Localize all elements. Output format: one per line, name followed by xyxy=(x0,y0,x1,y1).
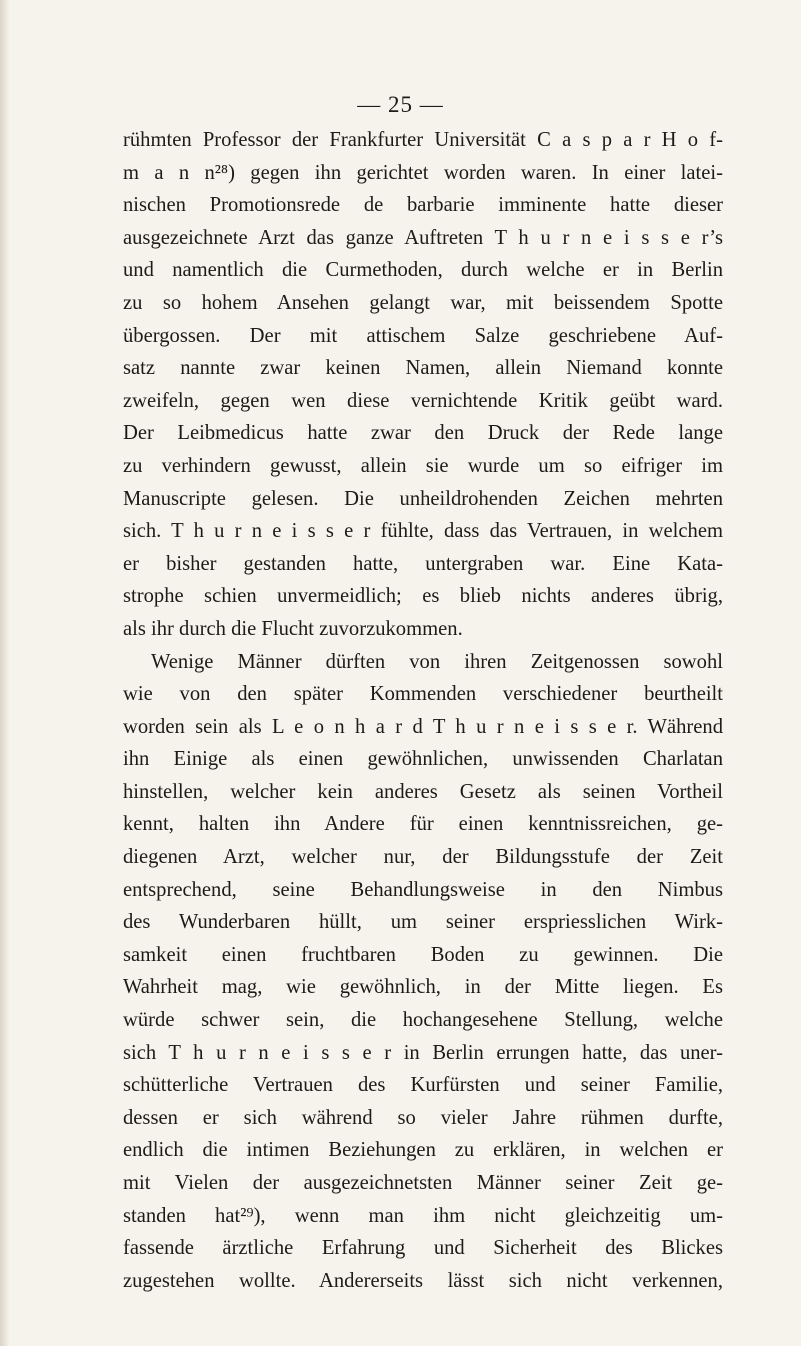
page-number: — 25 — xyxy=(357,92,444,117)
text-line-paragraph-start: Wenige Männer dürften von ihren Zeitgenossen sowohl xyxy=(151,650,723,673)
text-line: übergossen. Der mit attischem Salze geschriebene Auf- xyxy=(123,324,723,347)
text-line: fassende ärztliche Erfahrung und Sicherheit des Blickes xyxy=(123,1237,723,1260)
text-line: standen hat²⁹), wenn man ihm nicht gleichzeitig um- xyxy=(123,1204,723,1227)
text-line-paragraph-end: als ihr durch die Flucht zuvorzukommen. xyxy=(123,617,463,640)
text-line: worden sein als L e o n h a r d T h u r n e i s s e r. Während xyxy=(123,715,723,738)
text-line: kennt, halten ihn Andere für einen kenntnissreichen, ge- xyxy=(123,813,723,836)
text-line: Der Leibmedicus hatte zwar den Druck der Rede lange xyxy=(123,422,723,445)
text-line: entsprechend, seine Behandlungsweise in den Nimbus xyxy=(123,878,723,901)
text-line: zugestehen wollte. Andererseits lässt sich nicht verkennen, xyxy=(123,1269,723,1292)
text-line: zweifeln, gegen wen diese vernichtende Kritik geübt ward. xyxy=(123,389,723,412)
text-line: würde schwer sein, die hochangesehene Stellung, welche xyxy=(123,1009,723,1032)
text-line: m a n n²⁸) gegen ihn gerichtet worden waren. In einer latei- xyxy=(123,161,723,184)
text-line: schütterliche Vertrauen des Kurfürsten und seiner Familie, xyxy=(123,1074,723,1097)
text-line: und namentlich die Curmethoden, durch welche er in Berlin xyxy=(123,259,723,282)
text-line: er bisher gestanden hatte, untergraben war. Eine Kata- xyxy=(123,552,723,575)
text-line: zu so hohem Ansehen gelangt war, mit beissendem Spotte xyxy=(123,291,723,314)
text-line: dessen er sich während so vieler Jahre rühmen durfte, xyxy=(123,1106,723,1129)
text-line: ausgezeichnete Arzt das ganze Auftreten T h u r n e i s s e r’s xyxy=(123,226,723,249)
text-line: endlich die intimen Beziehungen zu erklären, in welchen er xyxy=(123,1139,723,1162)
text-line: satz nannte zwar keinen Namen, allein Niemand konnte xyxy=(123,357,723,380)
body-text xyxy=(123,124,723,1297)
text-line: wie von den später Kommenden verschiedener beurtheilt xyxy=(123,683,723,706)
text-line: Wahrheit mag, wie gewöhnlich, in der Mitte liegen. Es xyxy=(123,976,723,999)
text-line: sich. T h u r n e i s s e r fühlte, dass das Vertrauen, in welchem xyxy=(123,520,723,543)
text-line: Manuscripte gelesen. Die unheildrohenden Zeichen mehrten xyxy=(123,487,723,510)
text-line: strophe schien unvermeidlich; es blieb nichts anderes übrig, xyxy=(123,585,723,608)
text-line: hinstellen, welcher kein anderes Gesetz als seinen Vortheil xyxy=(123,780,723,803)
page-edge-shadow xyxy=(0,0,10,1346)
text-line: samkeit einen fruchtbaren Boden zu gewinnen. Die xyxy=(123,943,723,966)
text-line: rühmten Professor der Frankfurter Universität C a s p a r H o f- xyxy=(123,129,723,151)
text-line: ihn Einige als einen gewöhnlichen, unwissenden Charlatan xyxy=(123,748,723,771)
text-line: des Wunderbaren hüllt, um seiner erspriesslichen Wirk- xyxy=(123,911,723,934)
text-line: zu verhindern gewusst, allein sie wurde um so eifriger im xyxy=(123,454,723,477)
text-line: diegenen Arzt, welcher nur, der Bildungsstufe der Zeit xyxy=(123,846,723,869)
text-line: mit Vielen der ausgezeichnetsten Männer seiner Zeit ge- xyxy=(123,1172,723,1194)
text-line: nischen Promotionsrede de barbarie imminente hatte dieser xyxy=(123,194,723,217)
text-line: sich T h u r n e i s s e r in Berlin errungen hatte, das uner- xyxy=(123,1041,723,1064)
